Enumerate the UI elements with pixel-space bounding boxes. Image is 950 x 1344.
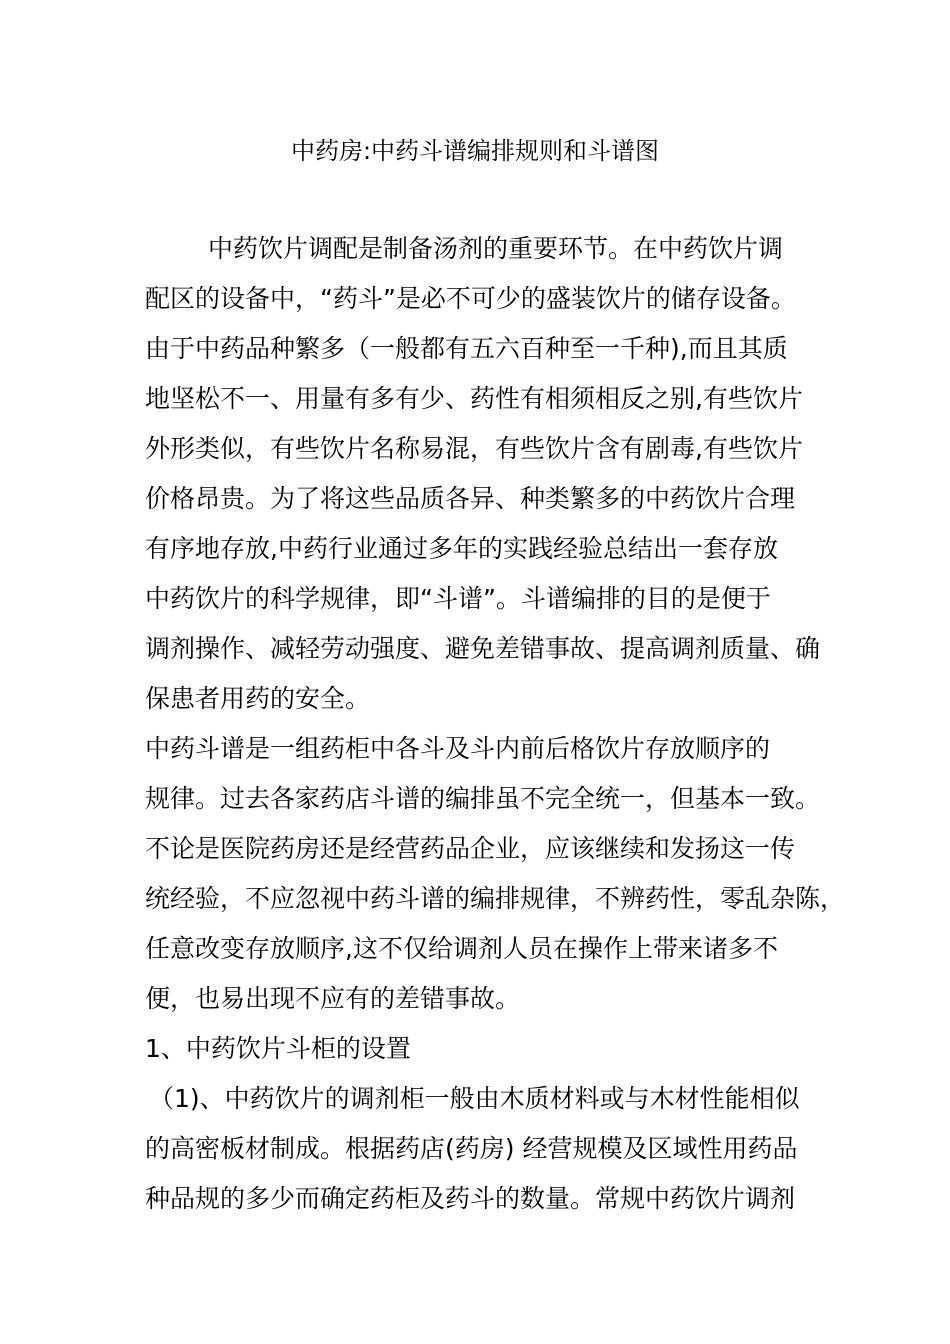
paragraph-line: 中药饮片调配是制备汤剂的重要环节。在中药饮片调 (208, 234, 784, 263)
paragraph-line: 任意改变存放顺序,这不仅给调剂人员在操作上带来诸多不 (145, 934, 778, 963)
paragraph-line: 不论是医院药房还是经营药品企业，应该继续和发扬这一传 (145, 834, 796, 863)
paragraph-line: 的高密板材制成。根据药店(药房) 经营规模及区域性用药品 (145, 1134, 798, 1163)
paragraph-line: 有序地存放,中药行业通过多年的实践经验总结出一套存放 (145, 534, 778, 563)
section-heading: 1、中药饮片斗柜的设置 (145, 1034, 411, 1063)
paragraph-line: （1)、中药饮片的调剂柜一般由木质材料或与木材性能相似 (149, 1084, 800, 1113)
paragraph-line: 便，也易出现不应有的差错事故。 (145, 984, 521, 1013)
document-body (145, 224, 845, 1224)
document-title: 中药房:中药斗谱编排规则和斗谱图 (290, 137, 660, 165)
paragraph-line: 价格昂贵。为了将这些品质各异、种类繁多的中药饮片合理 (145, 484, 796, 513)
paragraph-line: 规律。过去各家药店斗谱的编排虽不完全统一，但基本一致。 (145, 784, 821, 813)
paragraph-line: 统经验，不应忽视中药斗谱的编排规律，不辨药性，零乱杂陈， (145, 884, 846, 913)
paragraph-line: 中药斗谱是一组药柜中各斗及斗内前后格饮片存放顺序的 (145, 734, 771, 763)
paragraph-line: 中药饮片的科学规律，即“斗谱”。斗谱编排的目的是便于 (145, 584, 771, 613)
paragraph-line: 调剂操作、减轻劳动强度、避免差错事故、提高调剂质量、确 (145, 634, 821, 663)
paragraph-line: 外形类似，有些饮片名称易混，有些饮片含有剧毒,有些饮片 (145, 434, 803, 463)
paragraph-line: 地坚松不一、用量有多有少、药性有相须相反之别,有些饮片 (145, 384, 803, 413)
paragraph-line: 配区的设备中，“药斗”是必不可少的盛装饮片的储存设备。 (145, 284, 796, 313)
paragraph-line: 保患者用药的安全。 (145, 684, 371, 713)
paragraph-line: 由于中药品种繁多（一般都有五六百种至一千种),而且其质 (145, 334, 788, 363)
paragraph-line: 种品规的多少而确定药柜及药斗的数量。常规中药饮片调剂 (145, 1184, 796, 1213)
